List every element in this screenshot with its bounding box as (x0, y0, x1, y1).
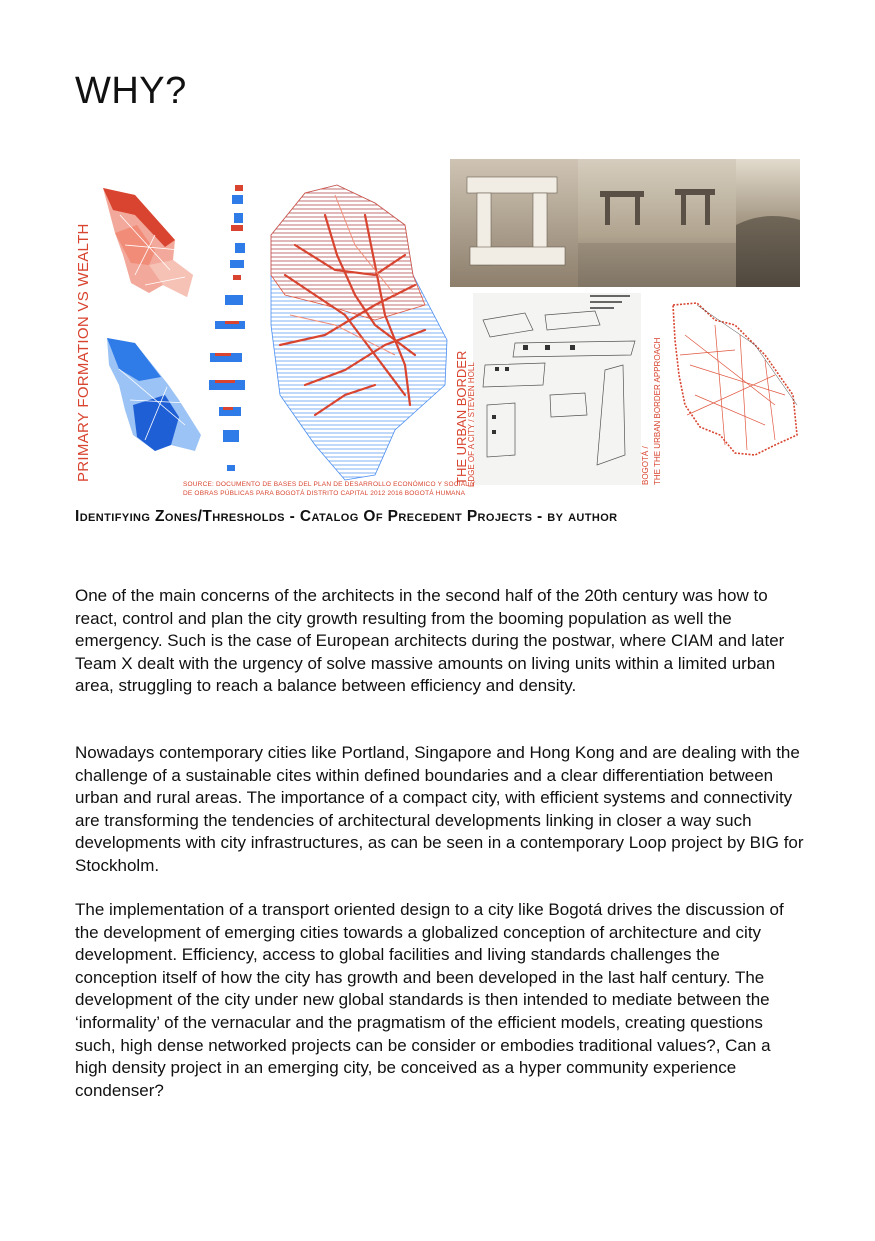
label-primary-formation: PRIMARY FORMATION VS WEALTH (75, 223, 92, 482)
paragraph-1: One of the main concerns of the architects in the second half of the 20th century was how to react, control and plan the city growth resulting from the booming population as well the emergency. Such is the case of European architects during the postwar, where CIAM and later Team X dealt with the urgency of solve massive amounts on living units within a limited urban area, struggling to reach a balance between efficiency and density. (75, 586, 785, 696)
precedent-photos (450, 159, 800, 287)
source-note (183, 480, 475, 498)
source-line-2: DE OBRAS PÚBLICAS PARA BOGOTÁ DISTRITO CAPITAL 2012 2016 BOGOTÁ HUMANA (183, 490, 466, 497)
paragraph-2: Nowadays contemporary cities like Portland, Singapore and Hong Kong and are dealing with the challenge of a sustainable cites within defined boundaries and a clear differentiation between urban and rural areas. The importance of a compact city, with efficient systems and connectivity are transforming the tendencies of architectural developments linking in closer a way such developments with city infrastructures, as can be seen in a contemporary Loop project by BIG for Stockholm. (75, 743, 804, 875)
label-urban-border: THE URBAN BORDER (454, 350, 469, 485)
edge-of-city-drawings (473, 293, 641, 485)
label-bogota: BOGOTÁ / (641, 446, 650, 485)
label-urban-border-approach: THE THE URBAN BORDER APPROACH (653, 337, 662, 485)
figure-collage (75, 155, 810, 495)
figure-caption: Identifying Zones/Thresholds - Catalog Of Precedent Projects - by author (75, 508, 618, 525)
paragraph-3: The implementation of a transport oriented design to a city like Bogotá drives the discussion of the development of emerging cities towards a globalized conception of architecture and city development. Efficiency, access to global facilities and living standards challenges the conception itself of how the city has growth and been developed in the last half century. The development of the city under new global standards is then intended to mediate between the ‘informality’ of the vernacular and the pragmatism of the efficient models, creating questions such, high dense networked projects can be consider or embodies traditional values?, Can a high density project in an emerging city, be conceived as a hyper community experience condenser? (75, 900, 784, 1100)
label-edge-of-city: EDGE OF A CITY / STEVEN HOLL (467, 362, 476, 487)
page-title: WHY? (75, 70, 187, 112)
density-stack-column (209, 185, 245, 471)
wealth-map-red (103, 188, 193, 297)
bogota-border-map (673, 303, 797, 455)
formation-map-blue (107, 338, 201, 451)
precedent-catalog-figure (75, 155, 810, 495)
isometric-city-mass (271, 185, 447, 480)
source-line-1: SOURCE: DOCUMENTO DE BASES DEL PLAN DE DESARROLLO ECONÓMICO Y SOCIAL Y (183, 481, 476, 488)
